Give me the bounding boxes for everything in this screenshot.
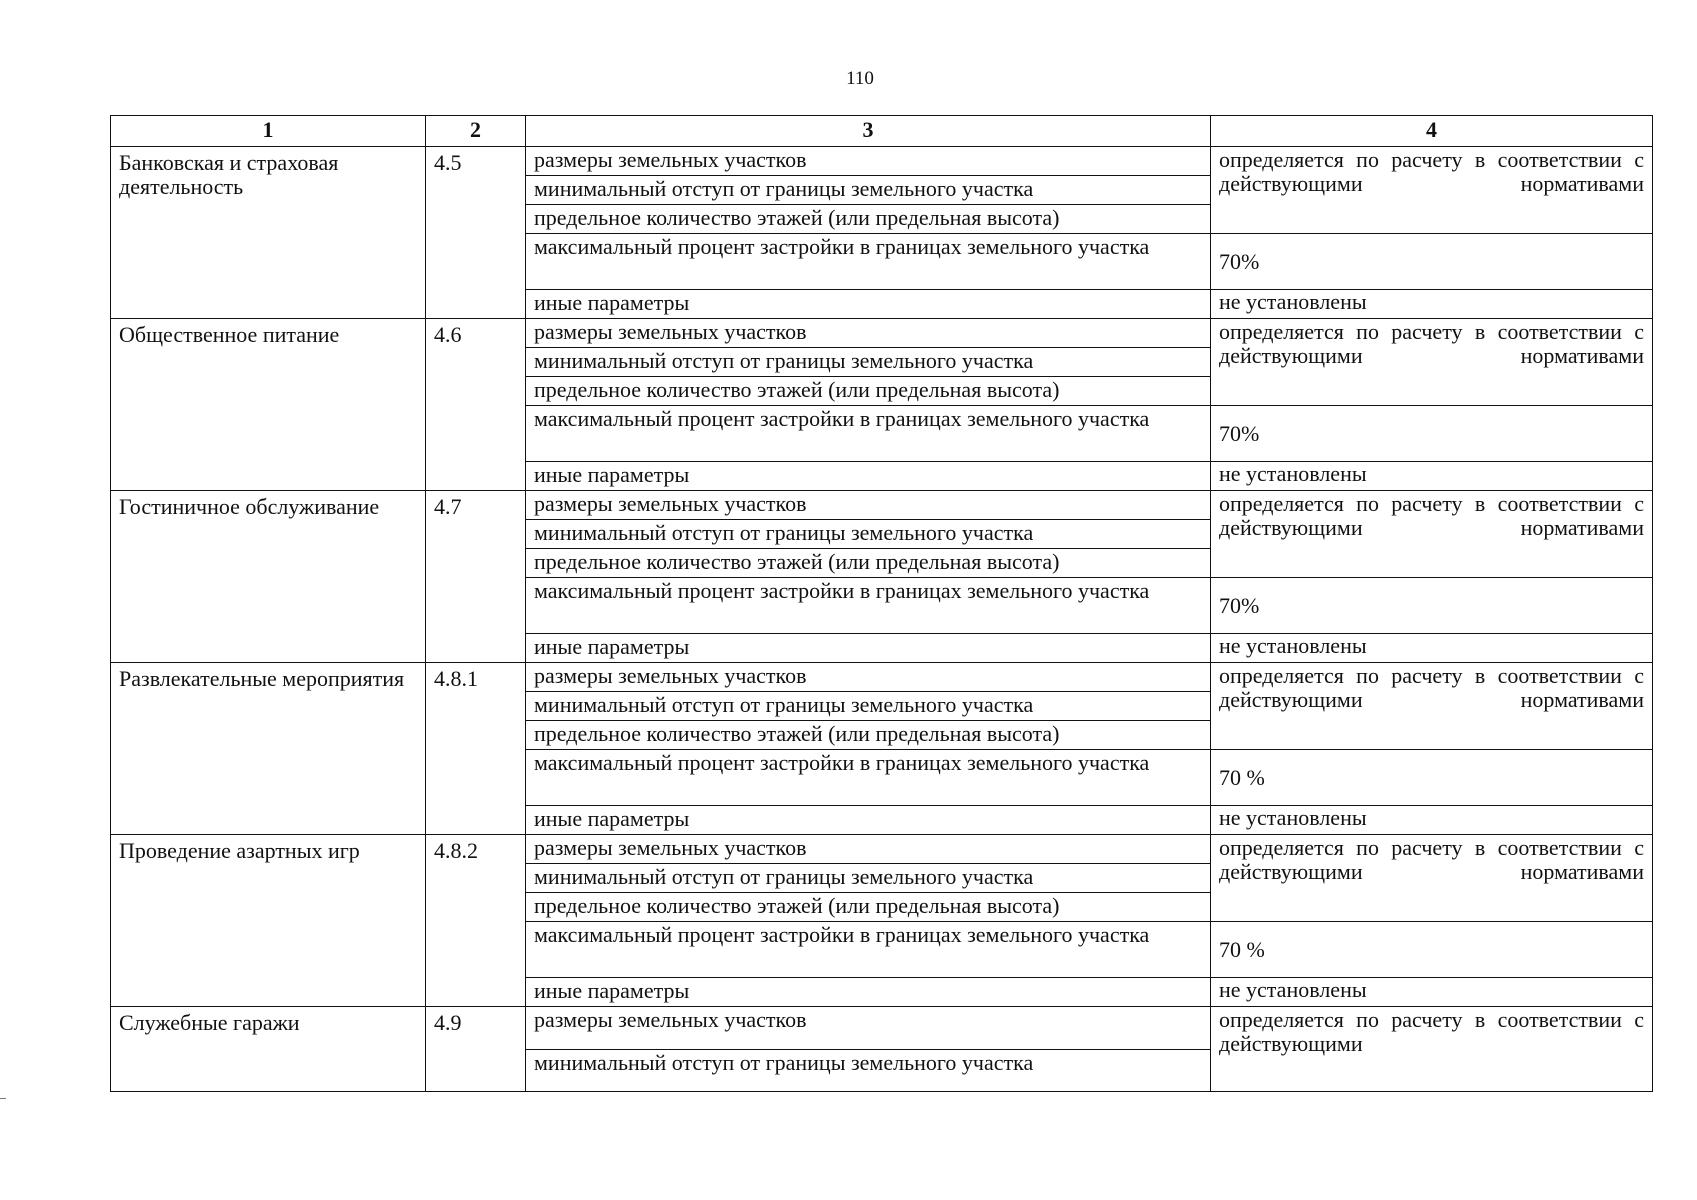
- table-row: [111, 663, 1653, 692]
- parameter-name: максимальный процент застройки в границах земельного участка: [526, 578, 1211, 634]
- land-use-type: Проведение азартных игр: [111, 835, 426, 1007]
- parameter-name: иные параметры: [526, 290, 1211, 319]
- parameter-name: минимальный отступ от границы земельного участка: [526, 864, 1211, 893]
- land-use-type: Банковская и страховая деятельность: [111, 147, 426, 319]
- table-row: [111, 319, 1653, 348]
- parameter-name: максимальный процент застройки в границах земельного участка: [526, 750, 1211, 806]
- parameter-value-normative: [1211, 835, 1653, 922]
- parameter-name: максимальный процент застройки в границах земельного участка: [526, 406, 1211, 462]
- normative-text: определяется по расчету в соответствии с действующими нормативами: [1219, 663, 1644, 712]
- parameter-name: размеры земельных участков: [526, 491, 1211, 520]
- parameter-value-normative: [1211, 663, 1653, 750]
- land-use-code: 4.7: [426, 491, 526, 663]
- land-use-code: 4.8.1: [426, 663, 526, 835]
- parameter-value-percent: 70%: [1211, 406, 1653, 462]
- land-use-code: 4.8.2: [426, 835, 526, 1007]
- land-use-code: 4.5: [426, 147, 526, 319]
- land-use-type: Служебные гаражи: [111, 1007, 426, 1092]
- parameter-value-other: не установлены: [1211, 290, 1653, 319]
- parameter-name: иные параметры: [526, 978, 1211, 1007]
- parameter-name: минимальный отступ от границы земельного участка: [526, 520, 1211, 549]
- parameter-name: размеры земельных участков: [526, 1007, 1211, 1050]
- normative-text: определяется по расчету в соответствии с действующими нормативами: [1219, 319, 1644, 368]
- table-row: [111, 835, 1653, 864]
- zoning-parameters-table: [110, 115, 1653, 1092]
- table-body: [111, 147, 1653, 1092]
- land-use-code: 4.6: [426, 319, 526, 491]
- normative-text: определяется по расчету в соответствии с действующими нормативами: [1219, 835, 1644, 884]
- parameter-value-other: не установлены: [1211, 634, 1653, 663]
- parameter-value-normative: [1211, 1007, 1653, 1092]
- parameter-name: иные параметры: [526, 806, 1211, 835]
- margin-mark: [0, 1098, 6, 1099]
- header-col-2: 2: [426, 116, 526, 147]
- parameter-value-percent: 70 %: [1211, 750, 1653, 806]
- parameter-name: иные параметры: [526, 634, 1211, 663]
- table-row: [111, 147, 1653, 176]
- parameter-name: размеры земельных участков: [526, 147, 1211, 176]
- parameter-name: минимальный отступ от границы земельного участка: [526, 176, 1211, 205]
- normative-text: определяется по расчету в соответствии с действующими: [1219, 1007, 1644, 1056]
- parameter-name: размеры земельных участков: [526, 835, 1211, 864]
- parameter-name: предельное количество этажей (или предельная высота): [526, 893, 1211, 922]
- land-use-type: Развлекательные мероприятия: [111, 663, 426, 835]
- header-row: [111, 116, 1653, 147]
- parameter-value-normative: [1211, 147, 1653, 234]
- parameter-name: минимальный отступ от границы земельного участка: [526, 348, 1211, 377]
- parameter-value-percent: 70%: [1211, 578, 1653, 634]
- header-col-3: 3: [526, 116, 1211, 147]
- parameter-name: минимальный отступ от границы земельного участка: [526, 692, 1211, 721]
- parameter-name: размеры земельных участков: [526, 663, 1211, 692]
- page-number: 110: [846, 68, 874, 89]
- parameter-value-percent: 70%: [1211, 234, 1653, 290]
- table-row: [111, 1007, 1653, 1050]
- parameter-value-normative: [1211, 491, 1653, 578]
- table-row: [111, 491, 1653, 520]
- parameter-value-other: не установлены: [1211, 806, 1653, 835]
- parameter-name: предельное количество этажей (или предельная высота): [526, 549, 1211, 578]
- normative-text: определяется по расчету в соответствии с действующими нормативами: [1219, 147, 1644, 196]
- parameter-value-percent: 70 %: [1211, 922, 1653, 978]
- parameter-name: минимальный отступ от границы земельного участка: [526, 1049, 1211, 1092]
- parameter-name: предельное количество этажей (или предельная высота): [526, 377, 1211, 406]
- parameter-value-other: не установлены: [1211, 462, 1653, 491]
- land-use-type: Общественное питание: [111, 319, 426, 491]
- parameter-name: предельное количество этажей (или предельная высота): [526, 721, 1211, 750]
- parameter-name: максимальный процент застройки в границах земельного участка: [526, 922, 1211, 978]
- parameter-name: максимальный процент застройки в границах земельного участка: [526, 234, 1211, 290]
- parameter-value-normative: [1211, 319, 1653, 406]
- land-use-type: Гостиничное обслуживание: [111, 491, 426, 663]
- land-use-code: 4.9: [426, 1007, 526, 1092]
- parameter-name: размеры земельных участков: [526, 319, 1211, 348]
- parameter-name: предельное количество этажей (или предельная высота): [526, 205, 1211, 234]
- normative-text: определяется по расчету в соответствии с действующими нормативами: [1219, 491, 1644, 540]
- header-col-4: 4: [1211, 116, 1653, 147]
- parameter-name: иные параметры: [526, 462, 1211, 491]
- parameter-value-other: не установлены: [1211, 978, 1653, 1007]
- header-col-1: 1: [111, 116, 426, 147]
